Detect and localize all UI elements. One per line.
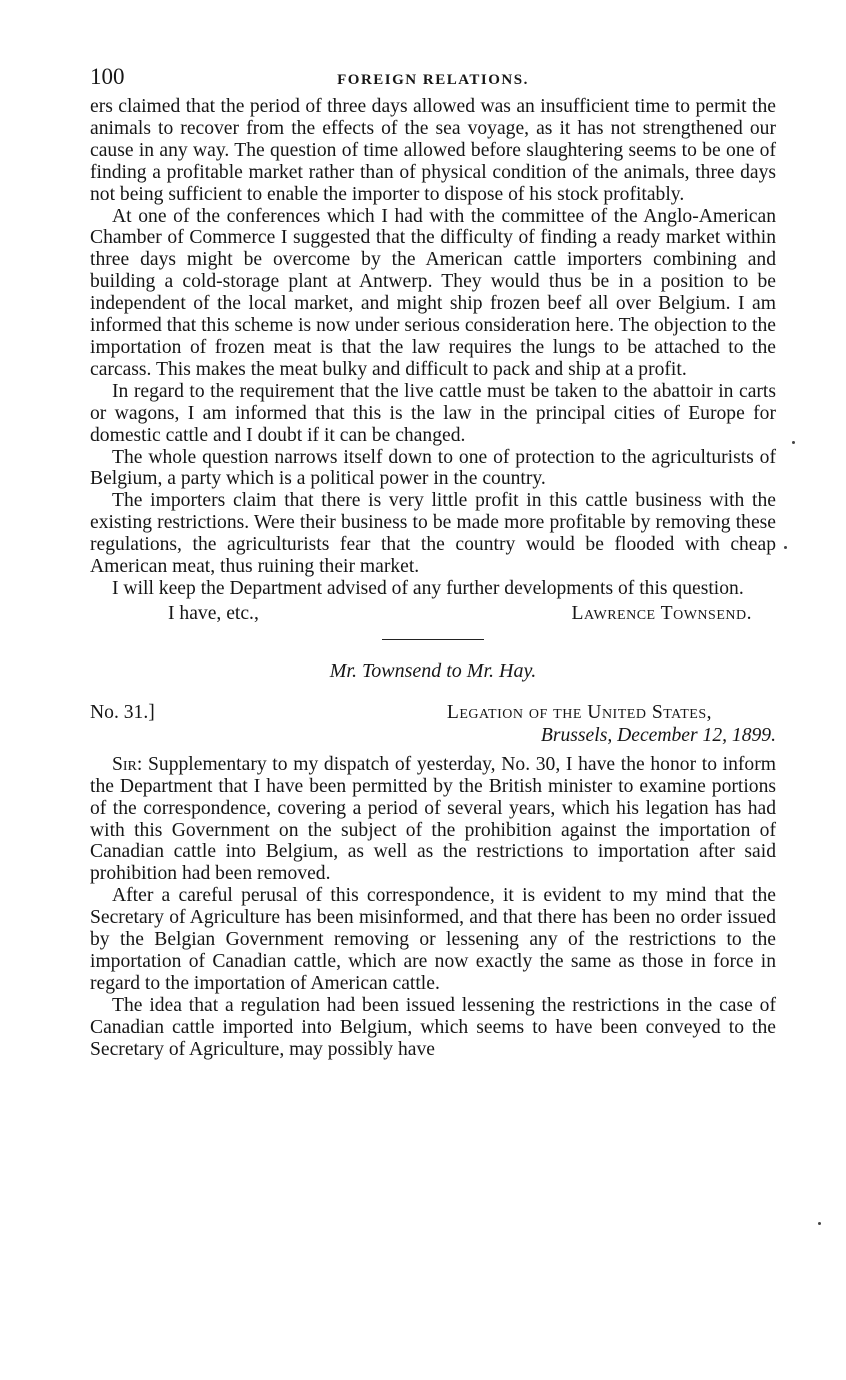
letter-continuation	[90, 96, 776, 627]
print-speck	[818, 1222, 821, 1225]
signature: Lawrence Townsend.	[571, 602, 752, 624]
dateline	[90, 702, 776, 754]
paragraph: The idea that a regulation had been issued lessening the restrictions in the case of Canadian cattle imported into Belgium, which seems to have been conveyed to the Secretary of Agriculture, may possibly have	[90, 994, 776, 1060]
paragraph: The importers claim that there is very little profit in this cattle business with the existing restrictions. Were their business to be made more profitable by removing these regulations, the agriculturists fear that the country would be flooded with cheap American meat, thus ruining their market.	[90, 490, 776, 578]
complimentary-close: I have, etc.,	[168, 602, 259, 624]
place-and-date: Brussels, December 12, 1899.	[540, 724, 776, 746]
page-number: 100	[90, 64, 125, 89]
running-head: FOREIGN RELATIONS.	[337, 72, 529, 88]
letter-body	[90, 754, 776, 1061]
legation-heading: Legation of the United States,	[446, 701, 712, 723]
paragraph-text: Supplementary to my dispatch of yesterday, No. 30, I have the honor to inform the Department that I have been permitted by the British minister to examine portions of the correspondence, covering a period of several years, which his legation has had with this Government on the subject of the prohibition against the importation of Canadian cattle into Belgium, as well as the restrictions to importation after said prohibition had been removed.	[90, 753, 776, 885]
print-speck	[784, 546, 787, 549]
paragraph: ers claimed that the period of three days allowed was an insufficient time to permit the animals to recover from the effects of the sea voyage, as it has not strengthened our cause in any way. The question of time allowed before slaughtering seems to be one of finding a profitable market rather than of physical condition of the animals, three days not being sufficient to enable the importer to dispose of his stock profitably.	[90, 96, 776, 205]
salutation: Sir:	[112, 753, 143, 775]
dispatch-number: No. 31.]	[90, 701, 155, 723]
page-header	[90, 62, 776, 96]
paragraph: I will keep the Department advised of any further developments of this question.	[112, 577, 744, 599]
print-speck	[792, 441, 795, 444]
document-title: Mr. Townsend to Mr. Hay.	[329, 659, 537, 682]
paragraph: At one of the conferences which I had with the committee of the Anglo-American Chamber of Commerce I suggested that the difficulty of finding a ready market within three days might be overcome by the American cattle importers combining and building a cold-storage plant at Antwerp. They would thus be in a position to be independent of the local market, and might ship frozen beef all over Belgium. I am informed that this scheme is now under serious consideration here. The objection to the importation of frozen meat is that the law requires the lungs to be attached to the carcass. This makes the meat bulky and difficult to pack and ship at a profit.	[90, 205, 776, 380]
paragraph	[90, 754, 776, 885]
paragraph: The whole question narrows itself down to one of protection to the agriculturists of Belgium, a party which is a political power in the country.	[90, 446, 776, 490]
paragraph: After a careful perusal of this correspondence, it is evident to my mind that the Secretary of Agriculture has been misinformed, and that there has been no order issued by the Belgian Government removing or lessening any of the restrictions to the importation of Canadian cattle, which are now exactly the same as those in force in regard to the importation of American cattle.	[90, 885, 776, 994]
paragraph: In regard to the requirement that the live cattle must be taken to the abattoir in carts or wagons, I am informed that this is the law in the principal cities of Europe for domestic cattle and I doubt if it can be changed.	[90, 380, 776, 446]
section-divider	[382, 639, 484, 640]
document-page	[90, 62, 776, 1061]
closing-line	[90, 601, 776, 627]
